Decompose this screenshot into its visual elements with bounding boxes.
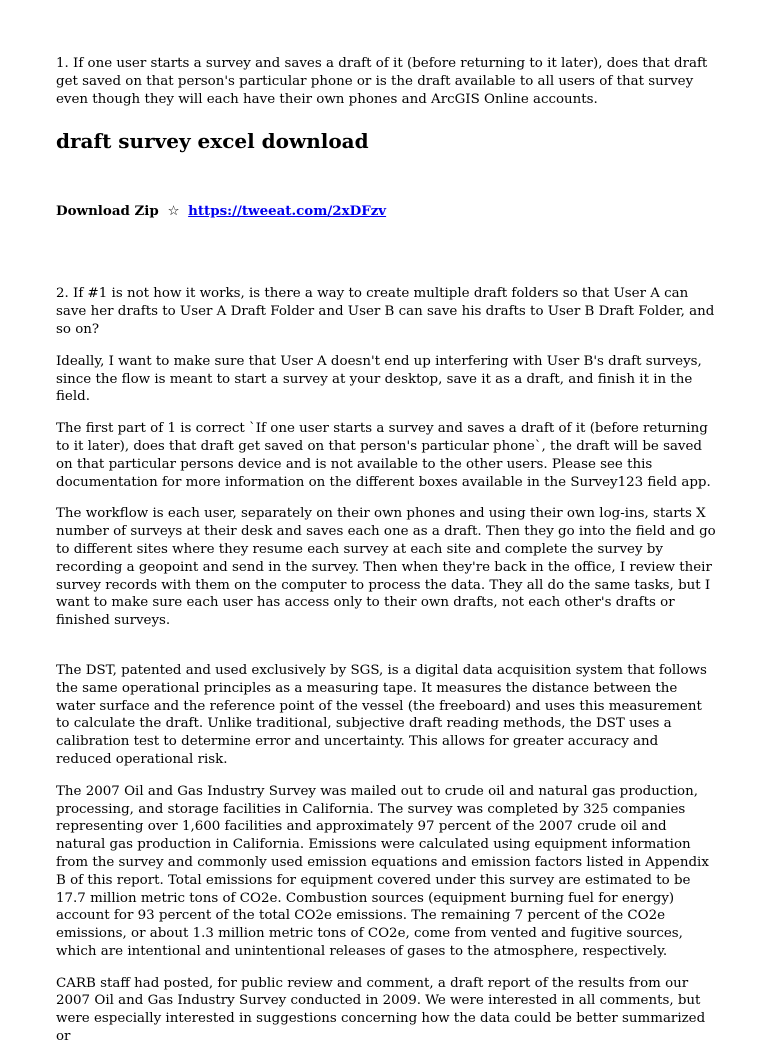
page-title: draft survey excel download (56, 129, 369, 154)
download-line (56, 202, 716, 221)
paragraph-oil-gas-survey: The 2007 Oil and Gas Industry Survey was mailed out to crude oil and natural gas production, processing, and storage facilities in California. The survey was completed by 325 companies representing over 1,600 facilities and approximately 97 percent of the 2007 crude oil and natural gas production in California. Emissions were calculated using equipment information from the survey and commonly used emission equations and emission factors listed in Appendix B of this report. Total emissions for equipment covered under this survey are estimated to be 17.7 million metric tons of CO2e. Combustion sources (equipment burning fuel for energy) account for 93 percent of the total CO2e emissions. The remaining 7 percent of the CO2e emissions, or about 1.3 million metric tons of CO2e, come from vented and fugitive sources, which are intentional and unintentional releases of gases to the atmosphere, respectively. (56, 783, 709, 959)
download-label: Download Zip (56, 203, 159, 220)
document-page (56, 55, 716, 1046)
paragraph-dst: The DST, patented and used exclusively by SGS, is a digital data acquisition system that follows the same operational principles as a measuring tape. It measures the distance between the water surface and the reference point of the vessel (the freeboard) and uses this measurement to calculate the draft. Unlike traditional, subjective draft reading methods, the DST uses a calibration test to determine error and uncertainty. This allows for greater accuracy and reduced operational risk. (56, 662, 707, 767)
paragraph-carb: CARB staff had posted, for public review and comment, a draft report of the results from our 2007 Oil and Gas Industry Survey conducted in 2009. We were interested in all comments, but were especially interested in suggestions concerning how the data could be better summarized or (56, 975, 706, 1045)
paragraph-question-1: 1. If one user starts a survey and saves a draft of it (before returning to it later), does that draft get saved on that person's particular phone or is the draft available to all users of that survey even though they will each have their own phones and ArcGIS Online accounts. (56, 56, 708, 107)
download-separator-icon: ☆ (167, 204, 180, 220)
paragraph-answer: The first part of 1 is correct `If one user starts a survey and saves a draft of it (before returning to it later), does that draft get saved on that person's particular phone`, the draft will be saved on that particular persons device and is not available to the other users. Please see this documentation for more information on the different boxes available in the Survey123 field app. (56, 421, 711, 490)
paragraph-ideally: Ideally, I want to make sure that User A doesn't end up interfering with User B's draft surveys, since the flow is meant to start a survey at your desktop, save it as a draft, and finish it in the field. (56, 353, 702, 405)
download-link[interactable]: https://tweeat.com/2xDFzv (188, 203, 387, 220)
paragraph-question-2: 2. If #1 is not how it works, is there a way to create multiple draft folders so that User A can save her drafts to User A Draft Folder and User B can save his drafts to User B Draft Folder, and so on? (56, 286, 715, 337)
paragraph-workflow: The workflow is each user, separately on their own phones and using their own log-ins, starts X number of surveys at their desk and saves each one as a draft. Then they go into the field and go to different sites where they resume each survey at each site and complete the survey by recording a geopoint and send in the survey. Then when they're back in the office, I review their survey records with them on the computer to process the data. They all do the same tasks, but I want to make sure each user has access only to their own drafts, not each other's drafts or finished surveys. (56, 506, 716, 629)
